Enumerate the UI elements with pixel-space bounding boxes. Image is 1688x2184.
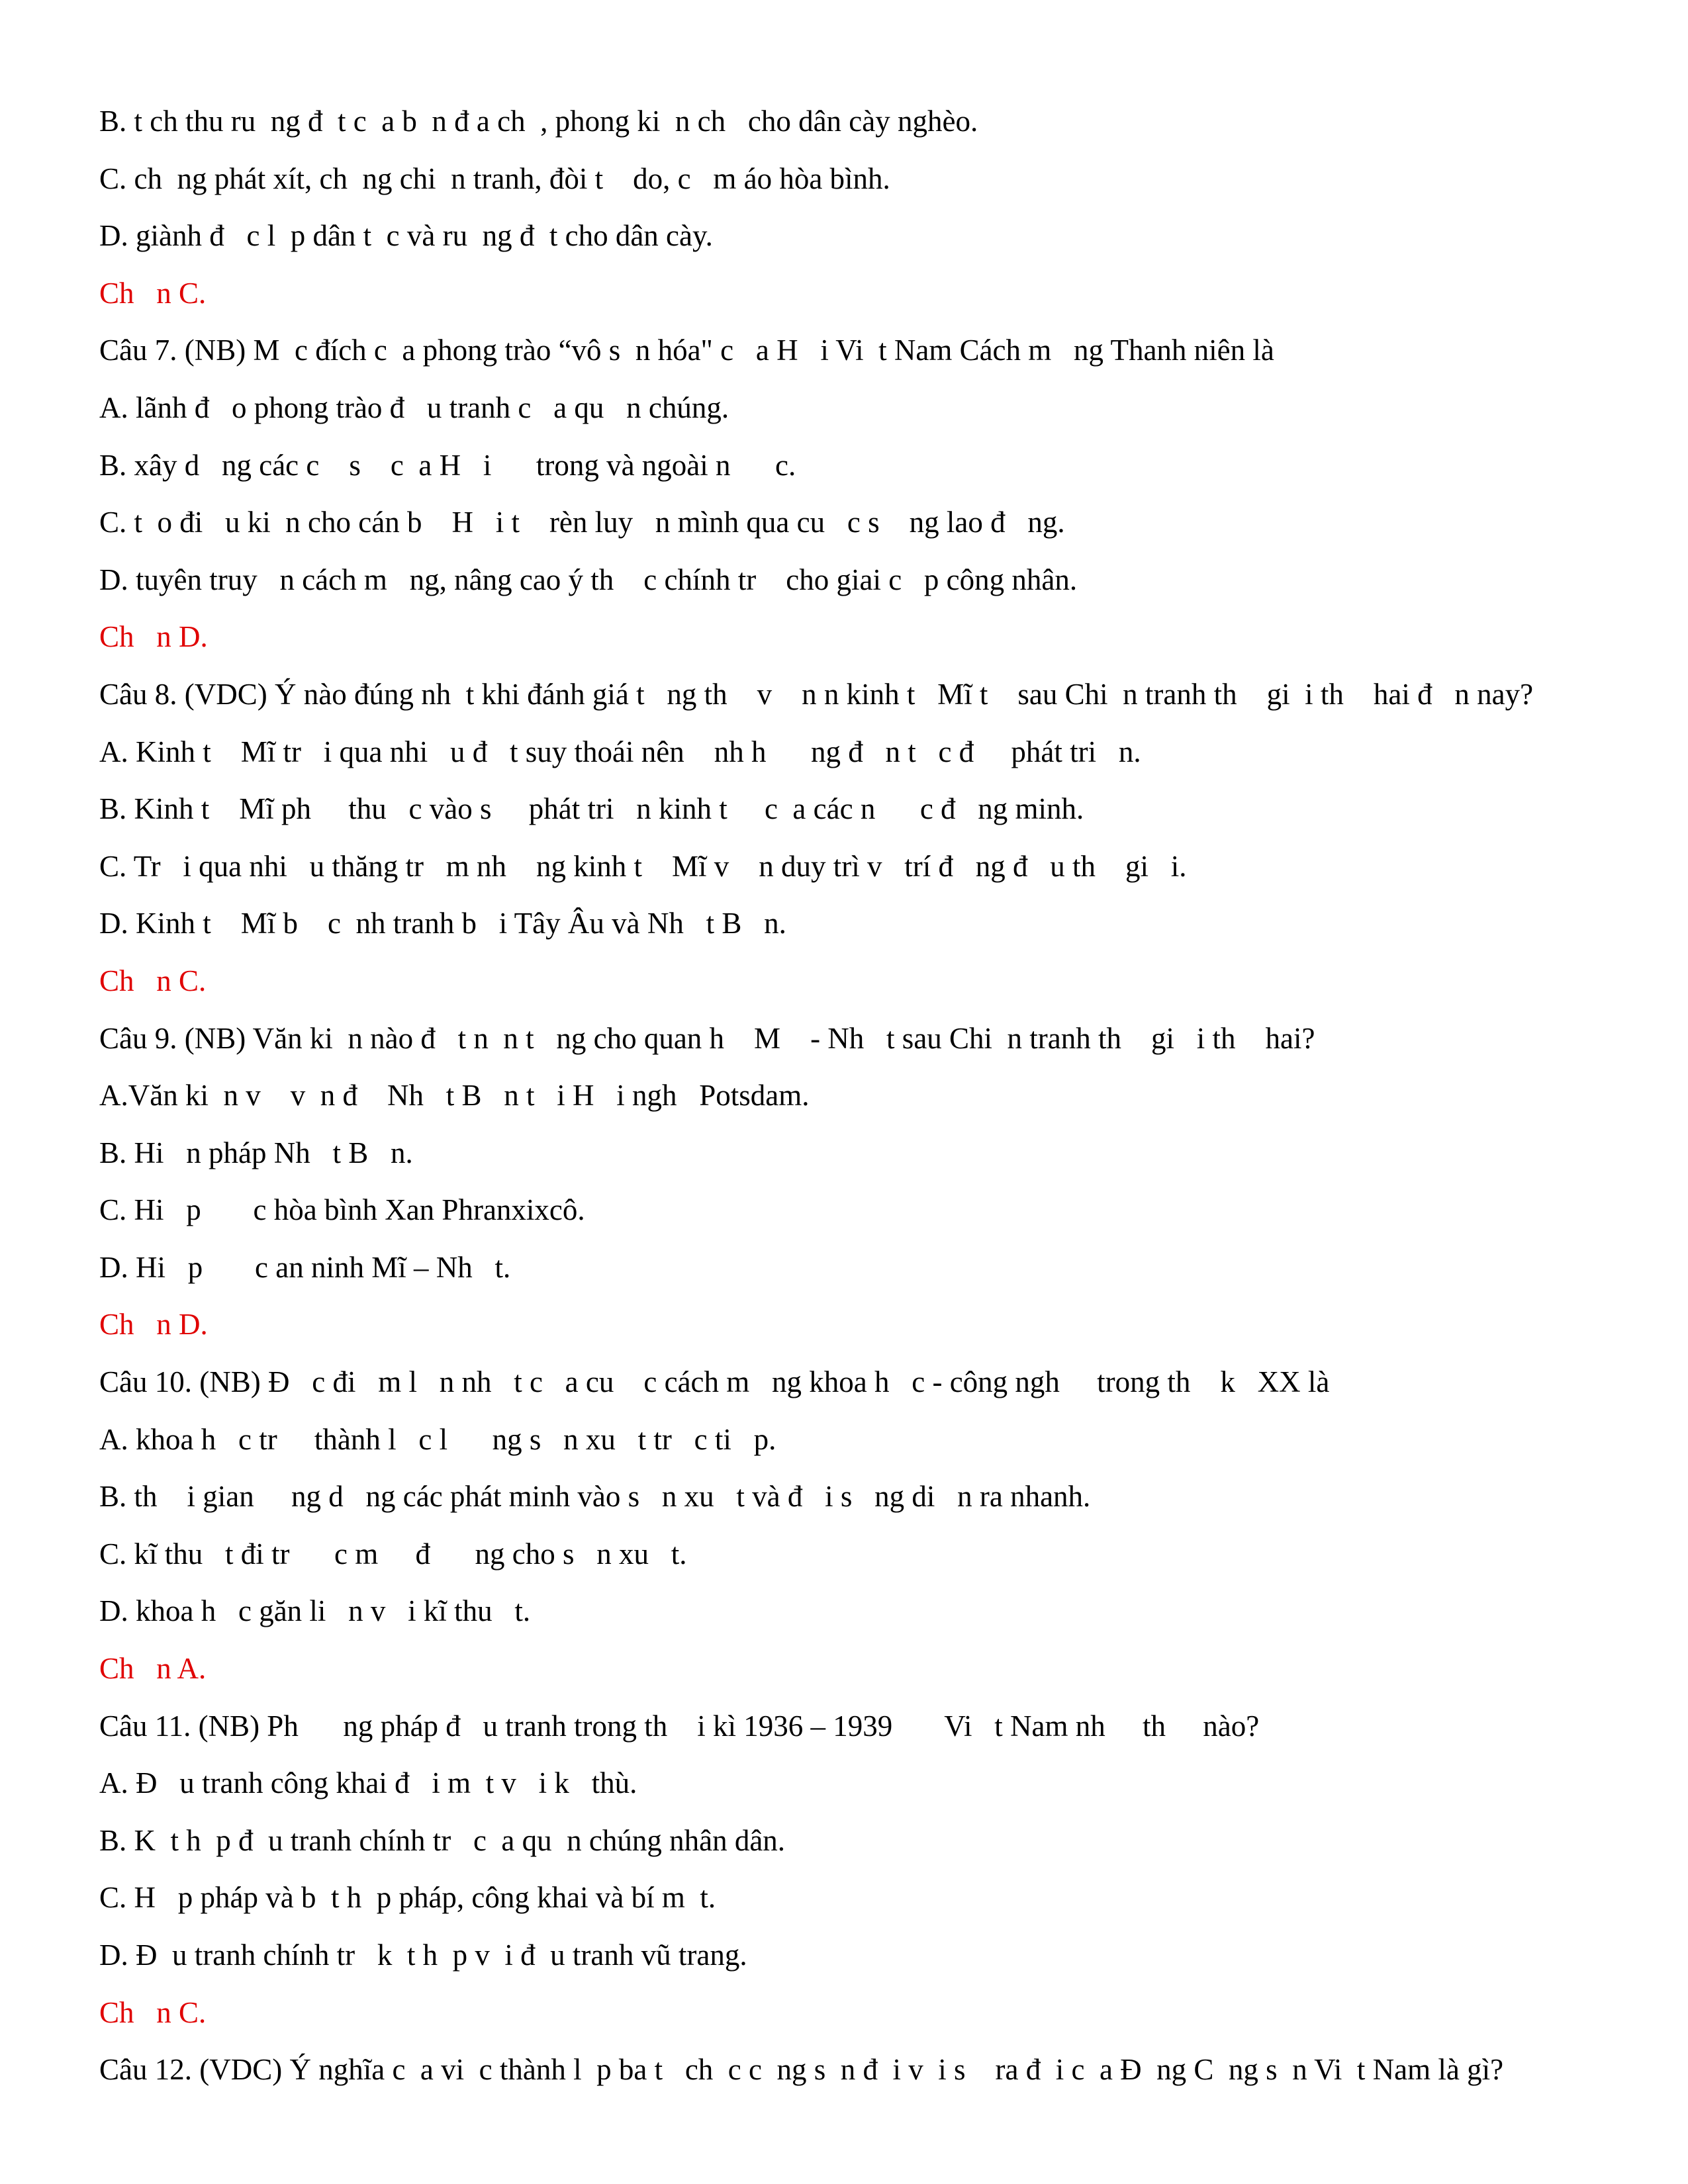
q8-question: Câu 8. (VDC) Ý nào đúng nh t khi đánh giá t ng th v n n kinh t Mĩ t sau Chi n tranh th gi i th hai đ n nay? (99, 677, 1534, 711)
exam-page (99, 93, 1589, 2099)
q9-option-b: B. Hi n pháp Nh t B n. (99, 1136, 413, 1169)
q11-option-a: A. Đ u tranh công khai đ i m t v i k thù. (99, 1766, 637, 1800)
q9-answer: Ch n D. (99, 1308, 208, 1342)
q10-option-a: A. khoa h c tr thành l c l ng s n xu t tr c ti p. (99, 1422, 776, 1456)
q8-option-d: D. Kinh t Mĩ b c nh tranh b i Tây Âu và Nh t B n. (99, 907, 786, 940)
q12-question: Câu 12. (VDC) Ý nghĩa c a vi c thành l p ba t ch c c ng s n đ i v i s ra đ i c a Đ ng C ng s n Vi t Nam là gì? (99, 2053, 1504, 2087)
q8-option-c: C. Tr i qua nhi u thăng tr m nh ng kinh t Mĩ v n duy trì v trí đ ng đ u th gi i. (99, 849, 1187, 883)
q8-option-a: A. Kinh t Mĩ tr i qua nhi u đ t suy thoái nên nh h ng đ n t c đ phát tri n. (99, 735, 1141, 768)
q10-question: Câu 10. (NB) Đ c đi m l n nh t c a cu c cách m ng khoa h c - công ngh trong th k XX là (99, 1365, 1330, 1399)
q7-option-d: D. tuyên truy n cách m ng, nâng cao ý th c chính tr cho giai c p công nhân. (99, 563, 1078, 596)
q9-option-c: C. Hi p c hòa bình Xan Phranxixcô. (99, 1193, 585, 1227)
q11-option-d: D. Đ u tranh chính tr k t h p v i đ u tranh vũ trang. (99, 1938, 747, 1972)
q9-option-a: A.Văn ki n v v n đ Nh t B n t i H i ngh Potsdam. (99, 1079, 810, 1113)
q7-option-a: A. lãnh đ o phong trào đ u tranh c a qu n chúng. (99, 390, 729, 424)
q11-question: Câu 11. (NB) Ph ng pháp đ u tranh trong th i kì 1936 – 1939 Vi t Nam nh th nào? (99, 1709, 1260, 1743)
q10-option-b: B. th i gian ng d ng các phát minh vào s n xu t và đ i s ng di n ra nhanh. (99, 1480, 1091, 1514)
q11-option-b: B. K t h p đ u tranh chính tr c a qu n chúng nhân dân. (99, 1823, 786, 1857)
q11-answer: Ch n C. (99, 1995, 207, 2029)
q10-option-d: D. khoa h c găn li n v i kĩ thu t. (99, 1594, 531, 1628)
q9-option-d: D. Hi p c an ninh Mĩ – Nh t. (99, 1250, 511, 1284)
q10-option-c: C. kĩ thu t đi tr c m đ ng cho s n xu t. (99, 1537, 687, 1570)
q8-option-b: B. Kinh t Mĩ ph thu c vào s phát tri n kinh t c a các n c đ ng minh. (99, 792, 1084, 826)
q11-option-c: C. H p pháp và b t h p pháp, công khai và bí m t. (99, 1881, 716, 1915)
q6-option-d: D. giành đ c l p dân t c và ru ng đ t cho dân cày. (99, 219, 713, 253)
q7-option-c: C. t o đi u ki n cho cán b H i t rèn luy n mình qua cu c s ng lao đ ng. (99, 506, 1065, 539)
q6-option-b: B. t ch thu ru ng đ t c a b n đ a ch , phong ki n ch cho dân cày nghèo. (99, 105, 978, 138)
q7-answer: Ch n D. (99, 620, 208, 654)
q8-answer: Ch n C. (99, 964, 207, 997)
q9-question: Câu 9. (NB) Văn ki n nào đ t n n t ng cho quan h M - Nh t sau Chi n tranh th gi i th hai? (99, 1021, 1315, 1055)
q6-option-c: C. ch ng phát xít, ch ng chi n tranh, đòi t do, c m áo hòa bình. (99, 161, 890, 195)
q6-answer: Ch n C. (99, 276, 207, 310)
q7-option-b: B. xây d ng các c s c a H i trong và ngoài n c. (99, 448, 796, 482)
q7-question: Câu 7. (NB) M c đích c a phong trào “vô s n hóa" c a H i Vi t Nam Cách m ng Thanh niên là (99, 334, 1274, 367)
q10-answer: Ch n A. (99, 1652, 207, 1686)
